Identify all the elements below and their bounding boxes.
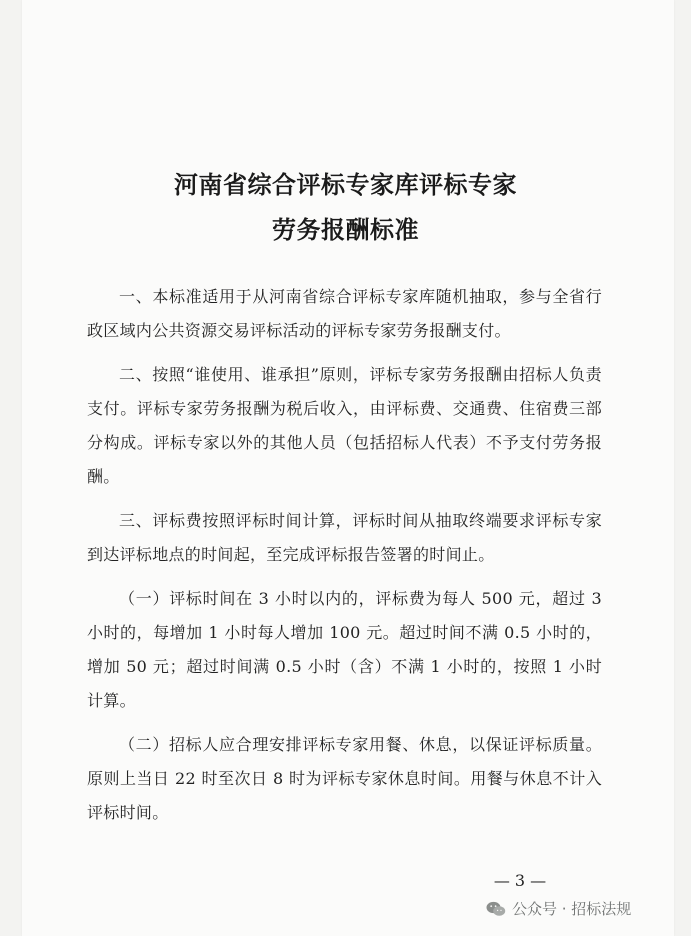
paragraph-payment-principle: 二、按照“谁使用、谁承担”原则，评标专家劳务报酬由招标人负责支付。评标专家劳务报酬为税后收入，由评标费、交通费、住宿费三部分构成。评标专家以外的其他人员（包括招标人代表）不予支付劳务报酬。 [87, 365, 602, 486]
paragraph-fee-rules: （一）评标时间在 3 小时以内的，评标费为每人 500 元，超过 3 小时的，每增加 1 小时每人增加 100 元。超过时间不满 0.5 小时的，增加 50 元；超过时间满 0.5 小时（含）不满 1 小时的，按照 1 小时计算。 [87, 589, 602, 710]
paragraph-scope: 一、本标准适用于从河南省综合评标专家库随机抽取，参与全省行政区域内公共资源交易评标活动的评标专家劳务报酬支付。 [87, 287, 602, 340]
page-number: — 3 — [493, 871, 547, 890]
wechat-watermark [486, 898, 631, 919]
paragraph-rest-time: （二）招标人应合理安排评标专家用餐、休息，以保证评标质量。原则上当日 22 时至次日 8 时为评标专家休息时间。用餐与休息不计入评标时间。 [87, 735, 602, 822]
document-title-line-2: 劳务报酬标准 [272, 216, 419, 244]
document-title-line-1: 河南省综合评标专家库评标专家 [174, 171, 517, 199]
paragraph-evaluation-fee: 三、评标费按照评标时间计算，评标时间从抽取终端要求评标专家到达评标地点的时间起，至完成评标报告签署的时间止。 [87, 511, 602, 564]
document-body [87, 280, 602, 830]
wechat-icon [486, 901, 506, 917]
watermark-text: 公众号 · 招标法规 [512, 900, 632, 918]
